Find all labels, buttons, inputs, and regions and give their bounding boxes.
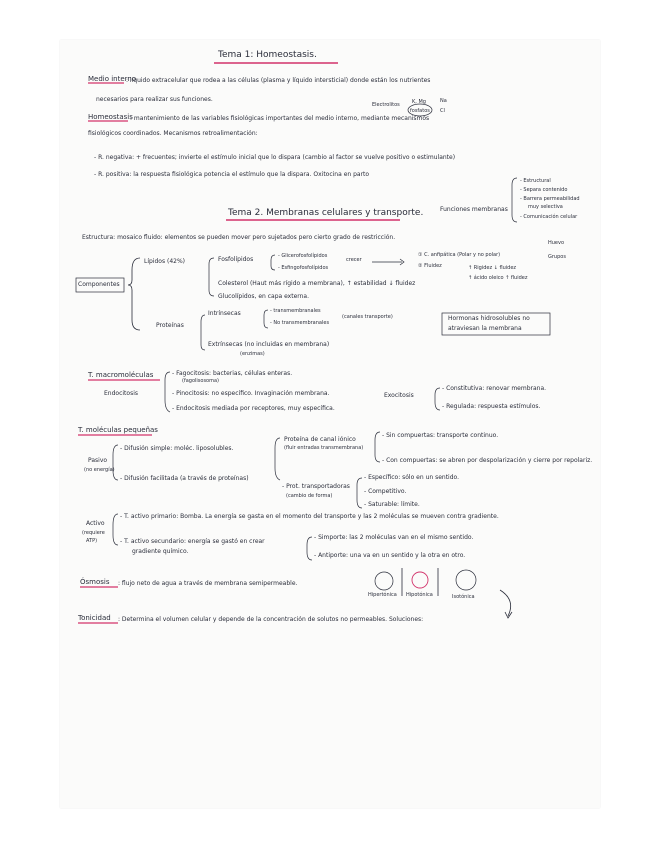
prot-transportadoras-2: (cambio de forma) [286,493,333,499]
exocitosis-constitutiva: - Constitutiva: renovar membrana. [442,385,547,392]
saturable: - Saturable: límite. [364,501,420,508]
acidos: ↑ ácido oleico ↑ fluidez [468,275,528,281]
sin-compuertas: - Sin compuertas: transporte continuo. [382,432,499,439]
funcion-3b: muy selectiva [528,204,563,210]
endocitosis-receptores: - Endocitosis mediada por receptores, muy específica. [172,405,335,412]
glicerofosfolipidos: - Glicerofosfolípidos [278,253,328,259]
fosfolipidos-label: Fosfolípidos [218,256,254,263]
exocitosis-label: Exocitosis [384,392,414,399]
transmembranales: - transmembranales [270,308,321,314]
funcion-4: - Comunicación celular [520,214,578,220]
proteinas-label: Proteínas [156,322,184,329]
funciones-label: Funciones membranas [440,206,508,213]
funcion-2: - Separa contenido [520,187,568,193]
estructura-text: Estructura: mosaico fluido: elementos se pueden mover pero sujetados pero cierto grado de restricción. [82,234,396,241]
electrolitos-cl: Cl [440,108,445,114]
pasivo-label: Pasivo [88,457,108,464]
medio-interno-text: : líquido extracelular que rodea a las células (plasma y líquido intersticial) donde están los nutrientes [126,77,431,84]
retro-positiva: - R. positiva: la respuesta fisiológica potencia el estímulo que la dispara. Oxitocina en parto [94,171,370,178]
isotonica-label: Isotónica [452,594,475,600]
medio-interno-text-2: necesarios para realizar sus funciones. [96,96,213,103]
extrinsecas: Extrínsecas (no incluidas en membrana) [208,341,330,348]
rigidez: ↑ Rigidez ↓ fluidez [468,265,517,271]
pinocitosis: - Pinocitosis: no específico. Invaginación membrana. [172,390,330,397]
canal-ionico-2: (fluir entradas transmembrana) [284,445,364,451]
hipotonica-label: Hipotónica [406,592,433,598]
glucolipidos: Glucolípidos, en capa externa. [218,293,310,300]
esfingofosfolipidos: - Esfingofosfolípidos [278,265,329,271]
difusion-facilitada: - Difusión facilitada (a través de proteínas) [120,475,249,482]
exocitosis-regulada: - Regulada: respuesta estímulos. [442,403,541,410]
hormonas-box-line-1: Hormonas hidrosolubles no [448,315,530,322]
con-compuertas: - Con compuertas: se abren por despolarización y cierre por repolariz. [382,457,593,464]
page-title: Tema 1: Homeostasis. [218,50,317,60]
activo-requiere: (requiere [82,530,105,536]
antiporte: - Antiporte: una va en un sentido y la otra en otro. [314,552,466,559]
electrolitos-na: Na [440,98,447,104]
activo-primario: - T. activo primario: Bomba. La energía se gasta en el momento del transporte y las 2 moléculas se mueven contra gradiente. [120,513,499,520]
endocitosis-label: Endocitosis [104,390,138,397]
homeostasis-text: : mantenimiento de las variables fisiológicas importantes del medio interno, mediante mecanismos [130,115,430,122]
lipidos-label: Lípidos (42%) [144,258,186,265]
funcion-1: - Estructural [520,178,551,184]
osmosis-text: : flujo neto de agua a través de membrana semipermeable. [118,580,298,587]
huevo: Huevo [548,240,565,246]
simporte: - Simporte: las 2 moléculas van en el mismo sentido. [314,534,474,541]
canal-ionico: Proteína de canal iónico [284,436,356,443]
canales-transporte: (canales transporte) [342,314,393,320]
hormonas-box-line-2: atraviesan la membrana [448,325,522,332]
activo-label: Activo [86,520,105,527]
tonicidad-text: : Determina el volumen celular y depende de la concentración de solutos no permeables. Soluciones: [118,616,424,623]
electrolitos-k: K, Mg [412,99,426,105]
activo-secundario-2: gradiente químico. [132,548,189,555]
homeostasis-text-2: fisiológicos coordinados. Mecanismos retroalimentación: [88,130,258,137]
pasivo-sin-energia: (no energía) [84,467,115,473]
prot-transportadoras: - Prot. transportadoras [282,483,350,490]
pequenas-title: T. moléculas pequeñas [78,426,158,434]
osmosis-label: Ósmosis [80,578,110,586]
fluidez: ② Fluidez [418,263,442,269]
enzimas: (enzimas) [240,351,265,357]
especifico: - Específico: sólo en un sentido. [364,474,460,481]
colesterol: Colesterol (Haut más rígido a membrana), ↑ estabilidad ↓ fluidez [218,280,416,287]
tema2-title: Tema 2. Membranas celulares y transporte. [228,208,424,218]
cabeza-polar: ① C. anfipática (Polar y no polar) [418,252,501,258]
homeostasis-label: Homeostasis [88,113,133,121]
competitivo: - Competitivo. [364,488,407,495]
activo-atp: ATP) [86,538,98,544]
tonicidad-label: Tonicidad [78,614,111,622]
componentes-label: Componentes [78,281,120,288]
hipertonica-label: Hipertónica [368,592,397,598]
funcion-3: - Barrera permeabilidad [520,196,580,202]
grupos: Grupos [548,254,566,260]
difusion-simple: - Difusión simple: moléc. liposolubles. [120,445,234,452]
no-transmembranales: - No transmembranales [270,320,330,326]
electrolitos-fosfatos: fosfatos [410,108,430,114]
macromoleculas-title: T. macromoléculas [88,371,154,379]
retro-negativa: - R. negativa: + frecuentes; invierte el estímulo inicial que lo dispara (cambio al factor se vuelve positivo o estimulante) [94,154,456,161]
fagocitosis: - Fagocitosis: bacterias, células enteras. [172,370,293,377]
electrolitos-label: Electrolitos [372,102,400,108]
fagolisosoma: (fagolisosoma) [182,378,219,384]
intrinsecas: Intrínsecas [208,310,241,317]
medio-interno-label: Medio interno [88,75,137,83]
activo-secundario: - T. activo secundario: energía se gastó en crear [120,538,265,545]
crecer-label: crecer [346,257,362,263]
